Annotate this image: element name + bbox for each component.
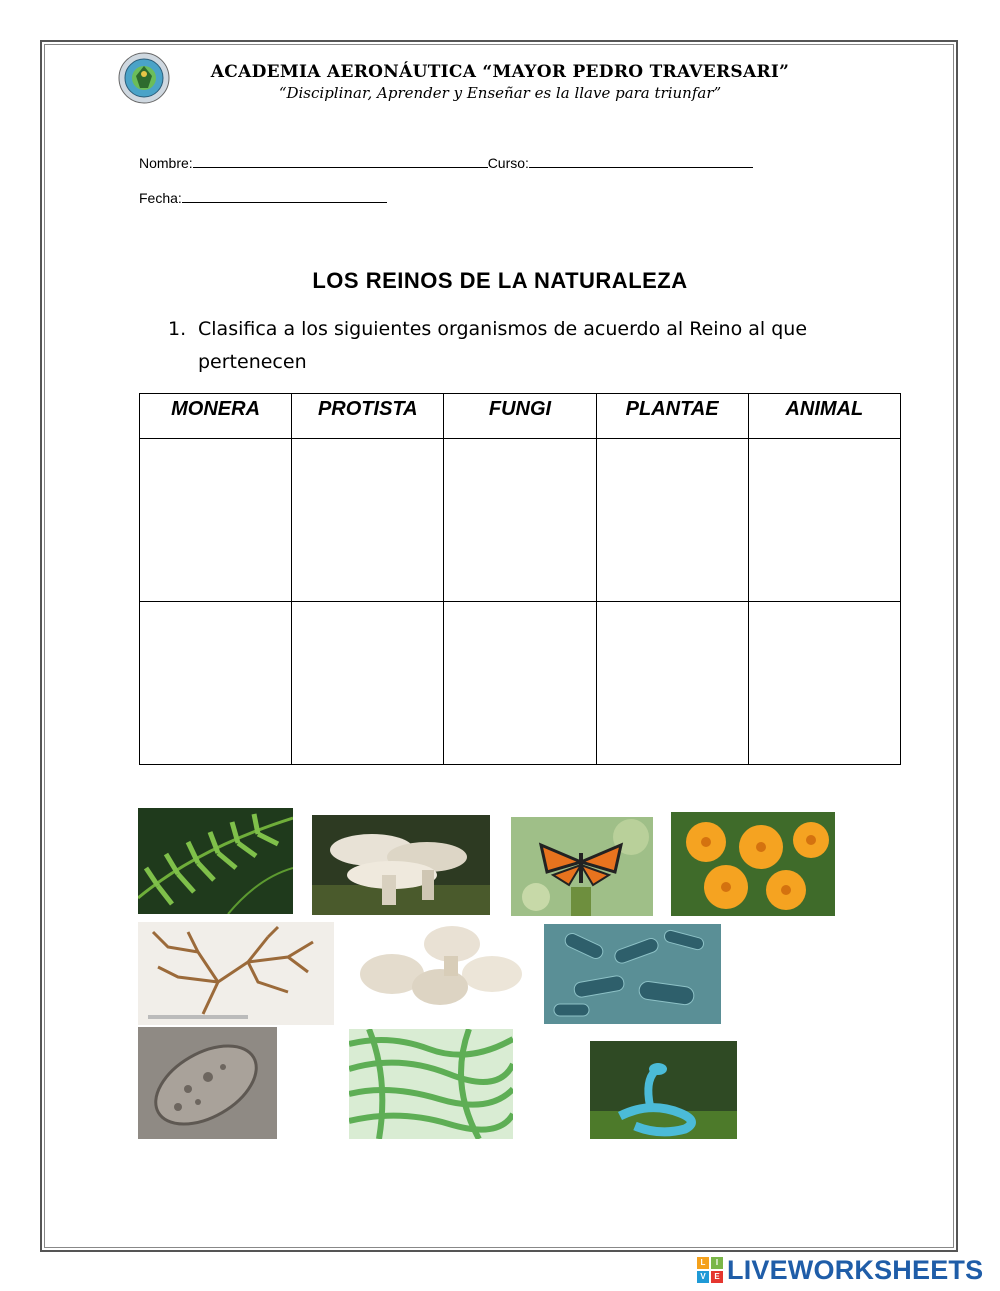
header-plantae: PLANTAE bbox=[596, 394, 748, 439]
fecha-field[interactable] bbox=[139, 190, 387, 206]
nombre-label: Nombre: bbox=[139, 155, 193, 171]
liveworksheets-logo[interactable] bbox=[697, 1255, 983, 1285]
logo-block-v: V bbox=[697, 1271, 709, 1283]
logo-blocks-icon bbox=[697, 1257, 723, 1283]
butterfly-image[interactable] bbox=[511, 817, 653, 916]
school-motto: “Disciplinar, Aprender y Enseñar es la llave para triunfar” bbox=[278, 84, 722, 102]
drop-cell-animal-2[interactable] bbox=[748, 602, 900, 765]
algae-image[interactable] bbox=[138, 922, 334, 1025]
school-name: ACADEMIA AERONÁUTICA “MAYOR PEDRO TRAVERSARI” bbox=[210, 62, 790, 82]
header-protista: PROTISTA bbox=[292, 394, 444, 439]
question-number: 1. bbox=[168, 318, 187, 340]
snake-image[interactable] bbox=[590, 1041, 737, 1139]
logo-block-i: I bbox=[711, 1257, 723, 1269]
drop-cell-fungi-1[interactable] bbox=[444, 439, 596, 602]
school-logo bbox=[118, 52, 170, 104]
fern-image[interactable] bbox=[138, 808, 293, 914]
fecha-line[interactable] bbox=[182, 190, 387, 203]
curso-line[interactable] bbox=[529, 155, 753, 168]
logo-block-l: L bbox=[697, 1257, 709, 1269]
drop-cell-plantae-2[interactable] bbox=[596, 602, 748, 765]
nombre-line[interactable] bbox=[193, 155, 488, 168]
spirogyra-image[interactable] bbox=[349, 1029, 513, 1139]
drop-cell-monera-1[interactable] bbox=[140, 439, 292, 602]
paramecium-image[interactable] bbox=[138, 1027, 277, 1139]
brand-wordmark: LIVEWORKSHEETS bbox=[727, 1254, 984, 1285]
curso-label: Curso: bbox=[487, 155, 529, 171]
logo-block-e: E bbox=[711, 1271, 723, 1283]
drop-cell-plantae-1[interactable] bbox=[596, 439, 748, 602]
mushroom-image[interactable] bbox=[352, 922, 525, 1017]
drop-cell-fungi-2[interactable] bbox=[444, 602, 596, 765]
drop-cell-protista-1[interactable] bbox=[292, 439, 444, 602]
nombre-field[interactable] bbox=[139, 155, 753, 171]
drop-cell-protista-2[interactable] bbox=[292, 602, 444, 765]
worksheet-title: LOS REINOS DE LA NATURALEZA bbox=[312, 268, 688, 293]
bacteria-image[interactable] bbox=[544, 924, 721, 1024]
fecha-label: Fecha: bbox=[139, 190, 182, 206]
header-animal: ANIMAL bbox=[748, 394, 900, 439]
drop-cell-monera-2[interactable] bbox=[140, 602, 292, 765]
header-fungi: FUNGI bbox=[444, 394, 596, 439]
flower-image[interactable] bbox=[671, 812, 835, 916]
oyster-mushroom-image[interactable] bbox=[312, 815, 490, 915]
drop-cell-animal-1[interactable] bbox=[748, 439, 900, 602]
header-monera: MONERA bbox=[140, 394, 292, 439]
classification-table bbox=[139, 393, 901, 765]
question-text: Clasifica a los siguientes organismos de acuerdo al Reino al que pertenecen bbox=[198, 318, 808, 373]
